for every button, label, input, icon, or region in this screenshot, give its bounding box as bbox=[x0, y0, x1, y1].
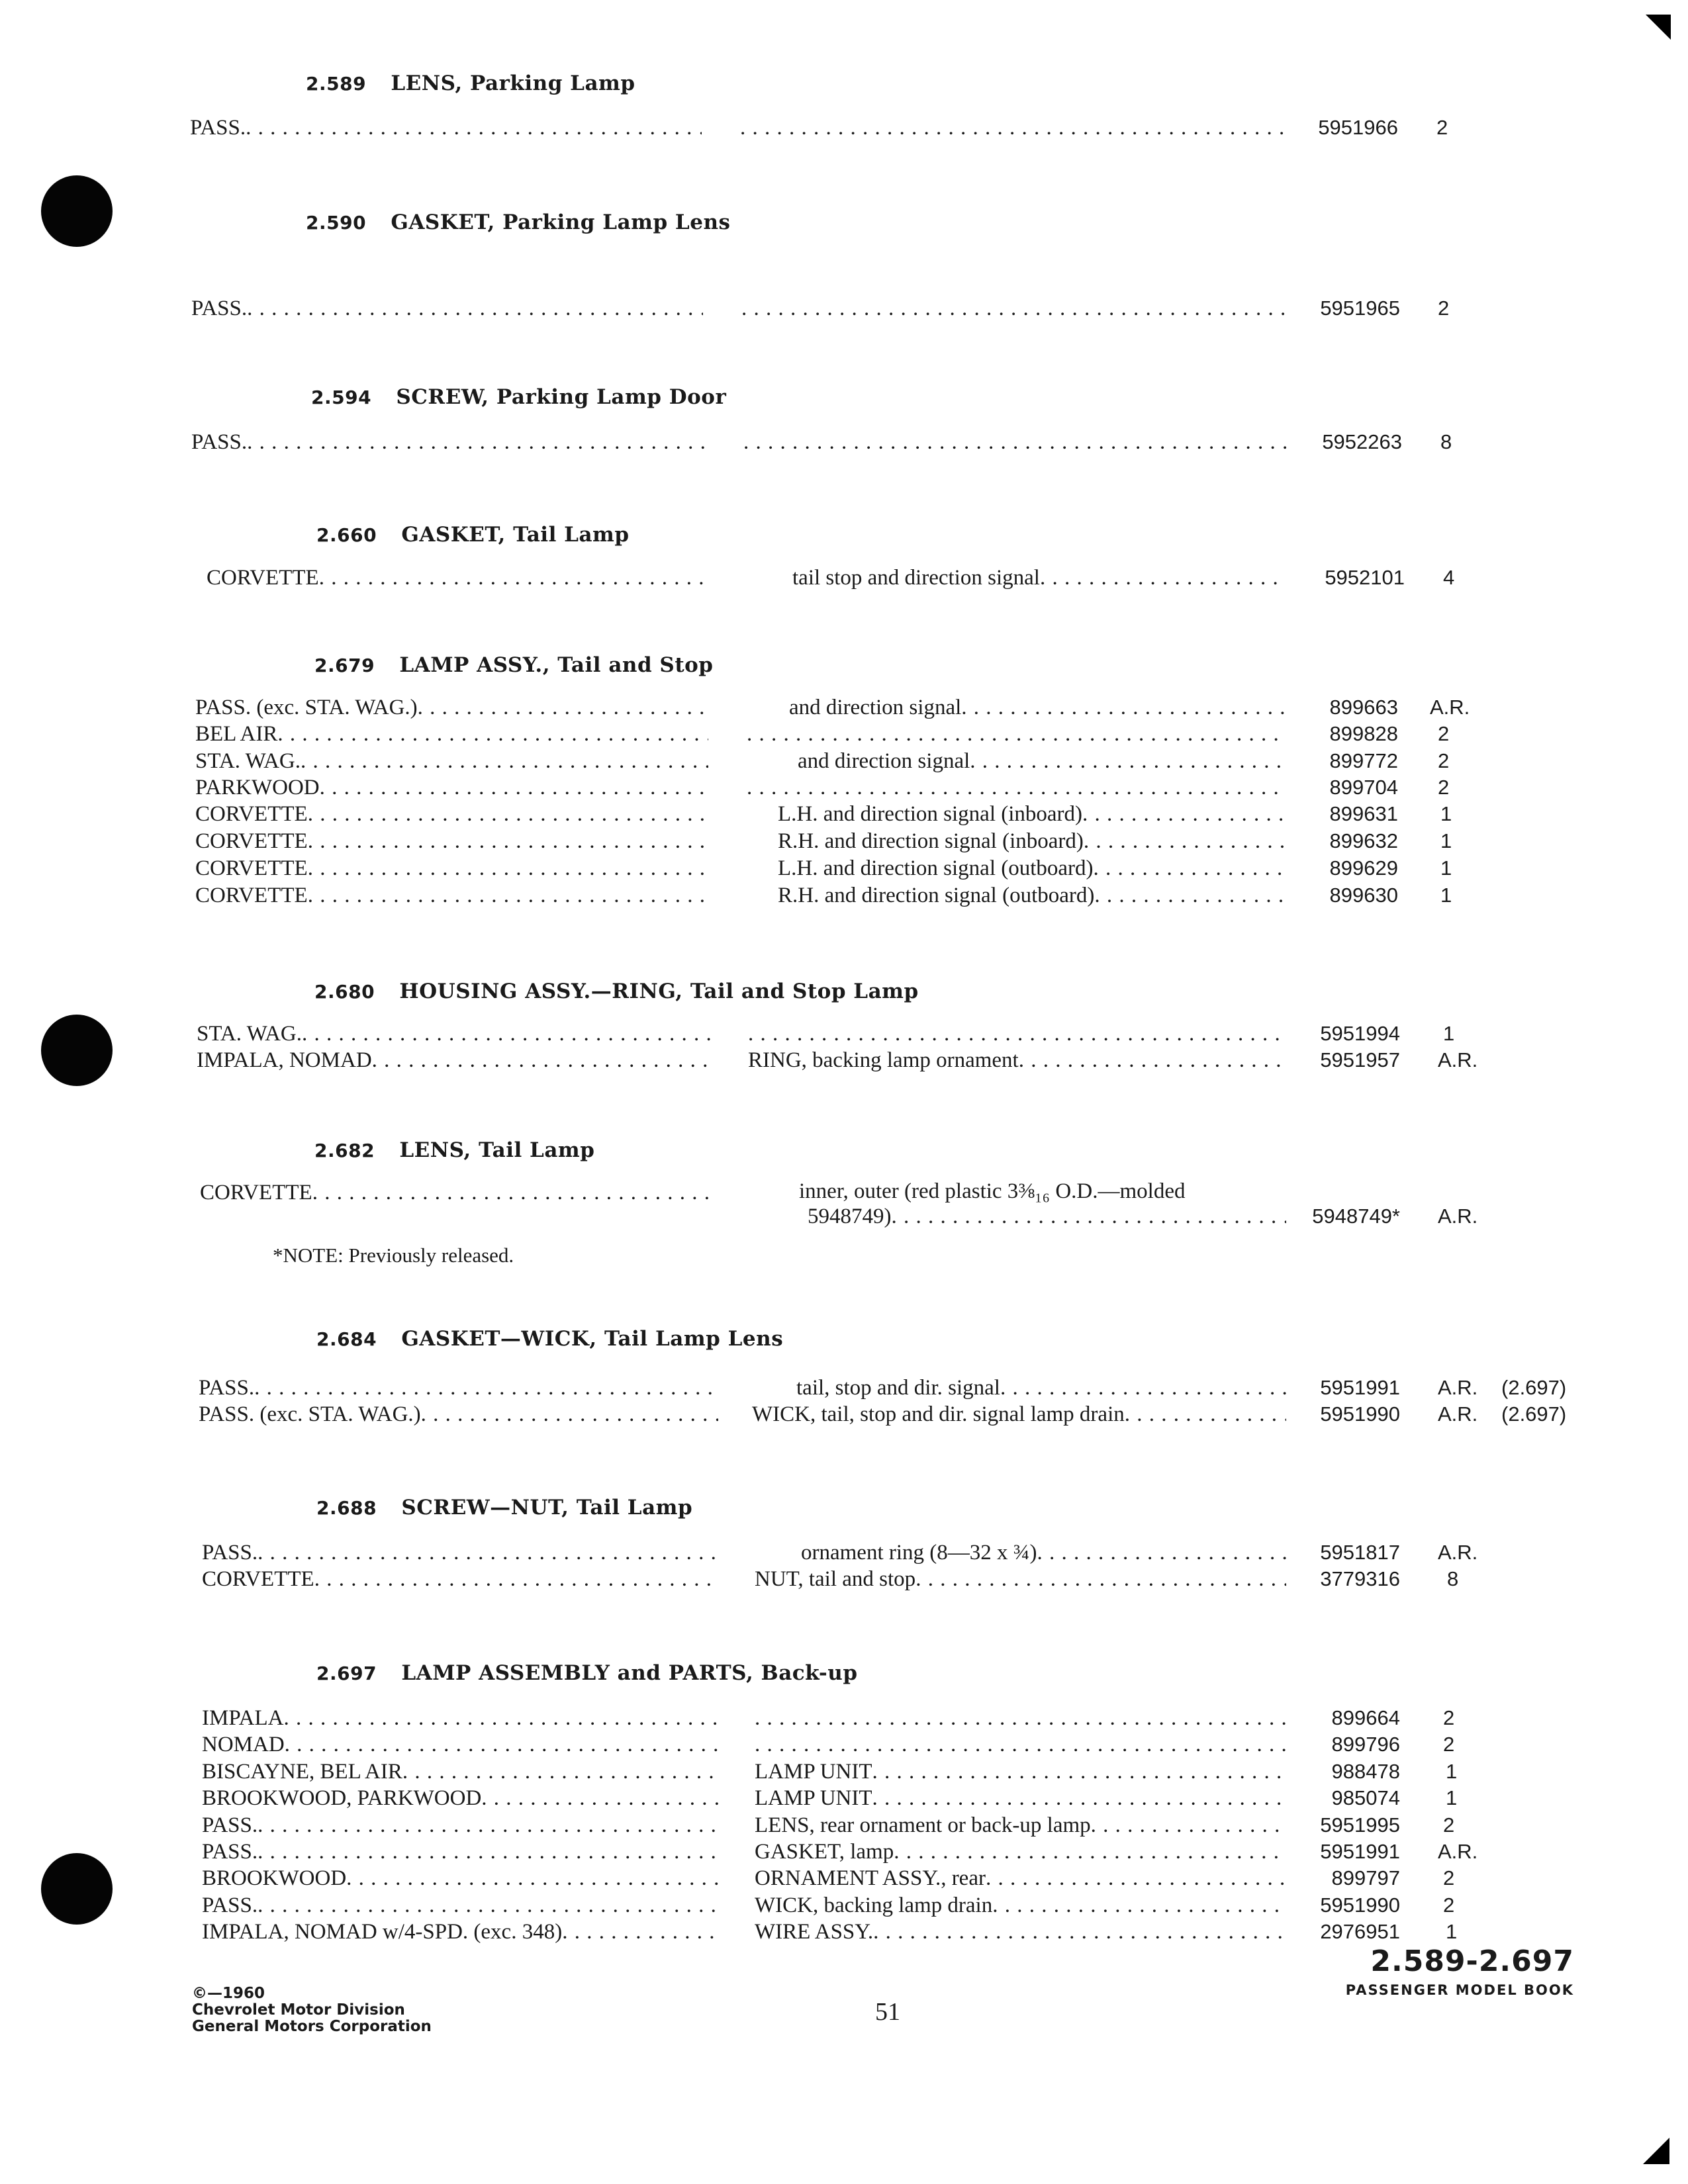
model: CORVETTE bbox=[195, 802, 308, 826]
page-range-block bbox=[1346, 1944, 1574, 1998]
part-number: 5951995 bbox=[1320, 1813, 1400, 1837]
table-row bbox=[0, 776, 1688, 803]
part-number: 899828 bbox=[1329, 722, 1398, 745]
dot-leader bbox=[873, 1920, 1286, 1944]
dot-leader bbox=[1082, 802, 1286, 827]
section-heading bbox=[306, 71, 635, 95]
corner-mark-bottom bbox=[1643, 2138, 1669, 2164]
description: LAMP UNIT bbox=[755, 1760, 872, 1784]
table-row bbox=[0, 1733, 1688, 1760]
dot-leader bbox=[301, 749, 708, 774]
binder-hole-1 bbox=[41, 175, 113, 247]
model: PASS. bbox=[190, 116, 246, 140]
model: PASS. bbox=[199, 1376, 255, 1400]
section-title: GASKET, Parking Lamp Lens bbox=[391, 210, 731, 234]
model: STA. WAG. bbox=[197, 1022, 303, 1046]
dot-leader bbox=[992, 1893, 1286, 1918]
model: NOMAD bbox=[202, 1733, 285, 1756]
dot-leader bbox=[258, 1813, 718, 1838]
description: WIRE ASSY. bbox=[755, 1920, 874, 1944]
dot-leader bbox=[562, 1920, 718, 1944]
quantity: 1 bbox=[1440, 884, 1452, 907]
model: PARKWOOD bbox=[195, 776, 320, 799]
section-heading bbox=[316, 523, 630, 547]
dot-leader bbox=[743, 430, 1286, 455]
dot-leader bbox=[970, 749, 1286, 774]
description: and direction signal bbox=[798, 749, 970, 773]
part-number: 899796 bbox=[1331, 1733, 1400, 1756]
quantity: 2 bbox=[1443, 1893, 1455, 1917]
part-number: 899631 bbox=[1329, 802, 1398, 825]
dot-leader bbox=[481, 1786, 718, 1811]
description: WICK, tail, stop and dir. signal lamp drain bbox=[752, 1402, 1125, 1426]
section-heading bbox=[311, 385, 726, 409]
quantity: 1 bbox=[1443, 1022, 1455, 1045]
dot-leader bbox=[986, 1866, 1286, 1891]
section-heading bbox=[314, 653, 713, 677]
section-title: LENS, Tail Lamp bbox=[399, 1138, 595, 1162]
section-heading bbox=[316, 1327, 783, 1351]
dot-leader bbox=[308, 856, 708, 881]
dot-leader bbox=[320, 776, 708, 800]
section-heading bbox=[314, 1138, 594, 1162]
dot-leader bbox=[961, 696, 1286, 720]
quantity: 1 bbox=[1446, 1786, 1458, 1809]
table-row-continued bbox=[0, 1205, 1688, 1232]
model: BEL AIR bbox=[195, 722, 278, 746]
description-line-1: inner, outer (red plastic 3⅜₁₆ O.D.—molded bbox=[799, 1179, 1186, 1203]
model: PASS. bbox=[202, 1840, 258, 1864]
model: PASS. (exc. STA. WAG.) bbox=[195, 696, 418, 719]
dot-leader bbox=[1037, 1541, 1286, 1565]
dot-leader bbox=[402, 1760, 718, 1784]
description: ORNAMENT ASSY., rear bbox=[755, 1866, 986, 1890]
description: 5948749) bbox=[808, 1205, 892, 1228]
cross-reference: (2.697) bbox=[1501, 1376, 1567, 1399]
part-number: 899772 bbox=[1329, 749, 1398, 772]
quantity: 1 bbox=[1446, 1920, 1458, 1943]
model: BROOKWOOD bbox=[202, 1866, 347, 1890]
dot-leader bbox=[247, 430, 706, 455]
dot-leader bbox=[314, 1567, 718, 1592]
part-number: 899664 bbox=[1331, 1706, 1400, 1729]
dot-leader bbox=[258, 1840, 718, 1864]
quantity: A.R. bbox=[1438, 1541, 1478, 1564]
dot-leader bbox=[748, 1022, 1286, 1046]
section-heading bbox=[314, 979, 919, 1003]
dot-leader bbox=[741, 296, 1284, 321]
dot-leader bbox=[277, 722, 708, 747]
quantity: 1 bbox=[1440, 829, 1452, 852]
table-row bbox=[0, 1866, 1688, 1894]
page-number: 51 bbox=[875, 1998, 900, 2026]
dot-leader bbox=[755, 1706, 1286, 1731]
quantity: 1 bbox=[1446, 1760, 1458, 1783]
quantity: 1 bbox=[1440, 856, 1452, 880]
description: RING, backing lamp ornament bbox=[748, 1048, 1019, 1072]
page-range: 2.589-2.697 bbox=[1370, 1944, 1574, 1978]
model: IMPALA, NOMAD bbox=[197, 1048, 372, 1072]
description: L.H. and direction signal (outboard) bbox=[778, 856, 1094, 880]
section-number: 2.688 bbox=[316, 1497, 377, 1519]
quantity: A.R. bbox=[1438, 1840, 1478, 1863]
part-number: 985074 bbox=[1331, 1786, 1400, 1809]
model: CORVETTE bbox=[200, 1181, 312, 1205]
model: PASS. (exc. STA. WAG.) bbox=[199, 1402, 421, 1426]
table-row bbox=[0, 856, 1688, 884]
dot-leader bbox=[1084, 829, 1286, 854]
description: tail stop and direction signal bbox=[792, 566, 1040, 590]
dot-leader bbox=[258, 1893, 718, 1918]
quantity: A.R. bbox=[1430, 696, 1470, 719]
section-title: GASKET, Tail Lamp bbox=[401, 523, 630, 547]
model: BISCAYNE, BEL AIR bbox=[202, 1760, 402, 1784]
dot-leader bbox=[285, 1733, 718, 1757]
table-row bbox=[0, 749, 1688, 777]
dot-leader bbox=[319, 566, 711, 590]
table-row bbox=[0, 1376, 1688, 1404]
quantity: 8 bbox=[1447, 1567, 1459, 1590]
quantity: A.R. bbox=[1438, 1205, 1478, 1228]
part-number: 899797 bbox=[1331, 1866, 1400, 1889]
dot-leader bbox=[894, 1840, 1286, 1864]
model: CORVETTE bbox=[195, 856, 308, 880]
model: CORVETTE bbox=[195, 884, 308, 907]
part-number: 899629 bbox=[1329, 856, 1398, 880]
dot-leader bbox=[346, 1866, 718, 1891]
part-number: 899663 bbox=[1329, 696, 1398, 719]
section-number: 2.684 bbox=[316, 1328, 377, 1350]
table-row bbox=[0, 1786, 1688, 1814]
quantity: 2 bbox=[1443, 1866, 1455, 1889]
dot-leader bbox=[308, 884, 708, 908]
table-row bbox=[0, 696, 1688, 723]
section-heading bbox=[316, 1661, 858, 1685]
dot-leader bbox=[1040, 566, 1286, 590]
section-number: 2.682 bbox=[314, 1140, 375, 1161]
section-heading bbox=[316, 1496, 692, 1520]
dot-leader bbox=[372, 1048, 713, 1073]
part-number: 899630 bbox=[1329, 884, 1398, 907]
dot-leader bbox=[747, 776, 1286, 800]
table-row bbox=[0, 1893, 1688, 1921]
description: LENS, rear ornament or back-up lamp bbox=[755, 1813, 1091, 1837]
dot-leader bbox=[755, 1733, 1286, 1757]
description: WICK, backing lamp drain bbox=[755, 1893, 993, 1917]
section-heading bbox=[306, 210, 730, 234]
table-row bbox=[0, 1920, 1688, 1948]
dot-leader bbox=[247, 296, 703, 321]
table-row bbox=[0, 1813, 1688, 1841]
section-title: LAMP ASSEMBLY and PARTS, Back-up bbox=[401, 1661, 858, 1685]
part-number: 5951990 bbox=[1320, 1402, 1400, 1426]
dot-leader bbox=[1019, 1048, 1286, 1073]
section-title: LENS, Parking Lamp bbox=[391, 71, 635, 95]
part-number: 5951966 bbox=[1318, 116, 1398, 139]
dot-leader bbox=[872, 1786, 1286, 1811]
dot-leader bbox=[1094, 856, 1286, 881]
dot-leader bbox=[421, 1402, 718, 1427]
company-corporation: General Motors Corporation bbox=[192, 2018, 432, 2035]
section-number: 2.680 bbox=[314, 981, 375, 1003]
model: STA. WAG. bbox=[195, 749, 301, 773]
quantity: 4 bbox=[1443, 566, 1455, 589]
table-row bbox=[0, 1022, 1688, 1050]
dot-leader bbox=[258, 1541, 718, 1565]
quantity: 2 bbox=[1443, 1733, 1455, 1756]
part-number: 5951991 bbox=[1320, 1376, 1400, 1399]
dot-leader bbox=[1094, 884, 1286, 908]
description: and direction signal bbox=[789, 696, 962, 719]
part-number: 2976951 bbox=[1320, 1920, 1400, 1943]
quantity: A.R. bbox=[1438, 1376, 1478, 1399]
part-number: 5951990 bbox=[1320, 1893, 1400, 1917]
quantity: 2 bbox=[1438, 722, 1450, 745]
table-row bbox=[0, 566, 1688, 594]
table-row bbox=[0, 1541, 1688, 1569]
part-number: 5948749* bbox=[1312, 1205, 1400, 1228]
section-title: HOUSING ASSY.—RING, Tail and Stop Lamp bbox=[399, 979, 919, 1003]
dot-leader bbox=[312, 1181, 716, 1205]
model: PASS. bbox=[202, 1541, 258, 1565]
part-number: 5951965 bbox=[1320, 296, 1400, 320]
section-number: 2.679 bbox=[314, 655, 375, 676]
model: IMPALA, NOMAD w/4-SPD. (exc. 348) bbox=[202, 1920, 563, 1944]
model: PASS. bbox=[202, 1893, 258, 1917]
copyright: ©—1960 bbox=[192, 1985, 265, 2002]
quantity: 2 bbox=[1438, 296, 1450, 320]
table-row bbox=[0, 430, 1688, 458]
dot-leader bbox=[1000, 1376, 1286, 1400]
table-row bbox=[0, 829, 1688, 857]
quantity: 2 bbox=[1436, 116, 1448, 139]
copyright-block bbox=[192, 1985, 432, 2035]
dot-leader bbox=[254, 1376, 718, 1400]
model: CORVETTE bbox=[207, 566, 319, 590]
cross-reference: (2.697) bbox=[1501, 1402, 1567, 1426]
quantity: 2 bbox=[1443, 1706, 1455, 1729]
book-title: PASSENGER MODEL BOOK bbox=[1345, 1982, 1574, 1998]
dot-leader bbox=[246, 116, 702, 140]
model: BROOKWOOD, PARKWOOD bbox=[202, 1786, 482, 1810]
dot-leader bbox=[283, 1706, 718, 1731]
section-number: 2.594 bbox=[311, 387, 372, 408]
corner-mark-top bbox=[1646, 15, 1671, 40]
model: PASS. bbox=[191, 430, 248, 454]
part-number: 5952263 bbox=[1322, 430, 1402, 453]
quantity: A.R. bbox=[1438, 1402, 1478, 1426]
dot-leader bbox=[308, 802, 708, 827]
part-number: 5951994 bbox=[1320, 1022, 1400, 1045]
description: NUT, tail and stop bbox=[755, 1567, 916, 1591]
dot-leader bbox=[1125, 1402, 1286, 1427]
table-row bbox=[0, 884, 1688, 911]
part-number: 5951991 bbox=[1320, 1840, 1400, 1863]
part-number: 5951817 bbox=[1320, 1541, 1400, 1564]
dot-leader bbox=[915, 1567, 1286, 1592]
model: PASS. bbox=[202, 1813, 258, 1837]
company-division: Chevrolet Motor Division bbox=[192, 2001, 405, 2019]
table-row bbox=[0, 116, 1688, 144]
dot-leader bbox=[747, 722, 1286, 747]
quantity: 2 bbox=[1438, 749, 1450, 772]
quantity: 1 bbox=[1440, 802, 1452, 825]
model: CORVETTE bbox=[195, 829, 308, 853]
section-title: SCREW, Parking Lamp Door bbox=[396, 385, 727, 409]
section-title: SCREW—NUT, Tail Lamp bbox=[401, 1496, 693, 1520]
quantity: 8 bbox=[1440, 430, 1452, 453]
dot-leader bbox=[872, 1760, 1286, 1784]
part-number: 899632 bbox=[1329, 829, 1398, 852]
dot-leader bbox=[740, 116, 1283, 140]
description: R.H. and direction signal (outboard) bbox=[778, 884, 1095, 907]
part-number: 5951957 bbox=[1320, 1048, 1400, 1071]
dot-leader bbox=[308, 829, 708, 854]
dot-leader bbox=[418, 696, 708, 720]
description: ornament ring (8—32 x ¾) bbox=[801, 1541, 1037, 1565]
table-row bbox=[0, 1760, 1688, 1788]
section-number: 2.697 bbox=[316, 1662, 377, 1684]
description: L.H. and direction signal (inboard) bbox=[778, 802, 1083, 826]
dot-leader bbox=[892, 1205, 1287, 1229]
note: *NOTE: Previously released. bbox=[273, 1244, 514, 1267]
quantity: A.R. bbox=[1438, 1048, 1478, 1071]
table-row bbox=[0, 1567, 1688, 1595]
quantity: 2 bbox=[1438, 776, 1450, 799]
description: GASKET, lamp bbox=[755, 1840, 894, 1864]
description: tail, stop and dir. signal bbox=[796, 1376, 1000, 1400]
section-number: 2.590 bbox=[306, 212, 367, 234]
table-row bbox=[0, 296, 1688, 324]
table-row bbox=[0, 722, 1688, 750]
description: LAMP UNIT bbox=[755, 1786, 872, 1810]
part-number: 5952101 bbox=[1325, 566, 1405, 589]
part-number: 3779316 bbox=[1320, 1567, 1400, 1590]
model: IMPALA bbox=[202, 1706, 284, 1730]
section-number: 2.589 bbox=[306, 73, 367, 95]
part-number: 988478 bbox=[1331, 1760, 1400, 1783]
dot-leader bbox=[302, 1022, 713, 1046]
table-row bbox=[0, 1706, 1688, 1734]
model: CORVETTE bbox=[202, 1567, 314, 1591]
model: PASS. bbox=[191, 296, 248, 320]
table-row bbox=[0, 802, 1688, 830]
dot-leader bbox=[1091, 1813, 1286, 1838]
section-number: 2.660 bbox=[316, 524, 377, 546]
table-row bbox=[0, 1402, 1688, 1430]
section-title: GASKET—WICK, Tail Lamp Lens bbox=[401, 1327, 784, 1351]
description: R.H. and direction signal (inboard) bbox=[778, 829, 1084, 853]
quantity: 2 bbox=[1443, 1813, 1455, 1837]
table-row bbox=[0, 1840, 1688, 1868]
part-number: 899704 bbox=[1329, 776, 1398, 799]
section-title: LAMP ASSY., Tail and Stop bbox=[399, 653, 714, 677]
table-row bbox=[0, 1048, 1688, 1076]
